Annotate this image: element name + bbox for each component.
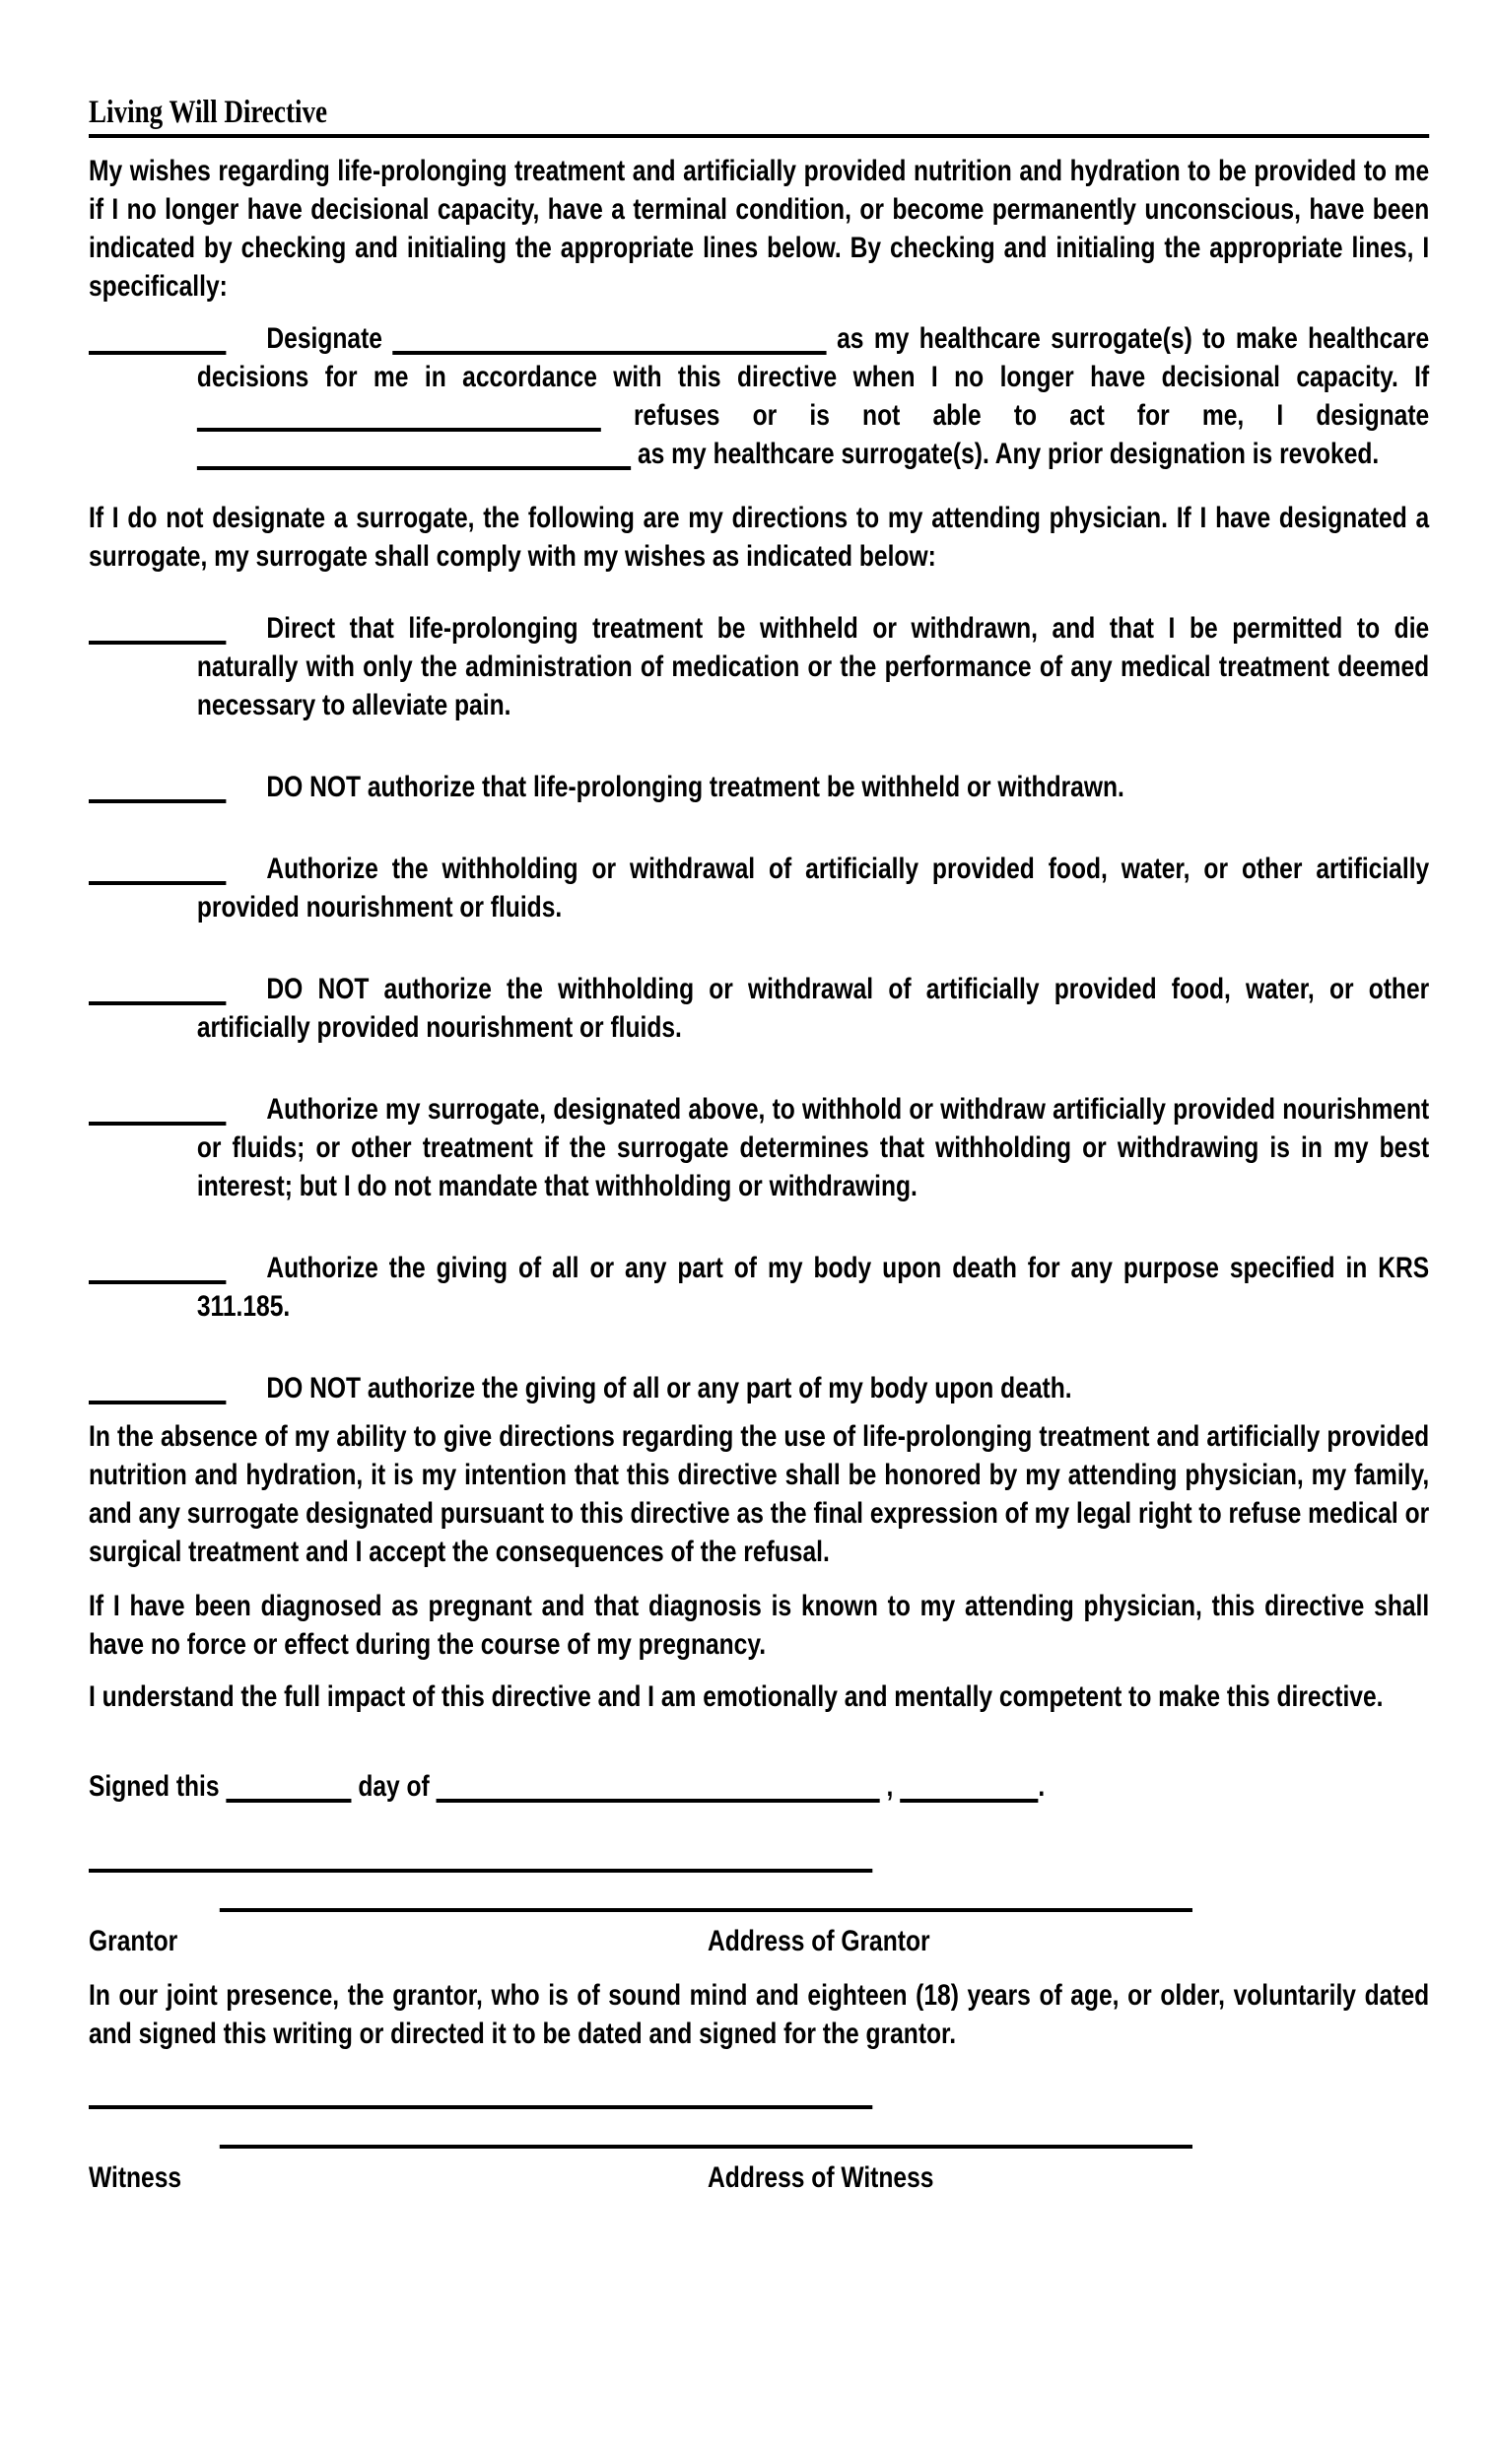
designate-item-text: [197, 322, 1429, 470]
directive-item: [89, 1369, 1429, 1407]
grantor-label: Grantor: [89, 1925, 178, 1957]
title-rule: [89, 134, 1429, 138]
directive-item: [89, 1249, 1429, 1326]
directive-item: [89, 768, 1429, 806]
directive-item-text: Direct that life-prolonging treatment be withheld or withdrawn, and that I be permitted to die naturally with only the administration of medication or the performance of any medical treatment deemed necessary to alleviate pain.: [196, 612, 1430, 721]
directive-checklist: [89, 609, 1429, 1407]
initials-blank[interactable]: [89, 1096, 226, 1126]
text-run: ,: [879, 1770, 901, 1803]
page-title: Living Will Directive: [89, 95, 328, 130]
signed-date-line: [89, 1767, 1429, 1806]
initials-blank[interactable]: [89, 774, 226, 803]
competence-paragraph: I understand the full impact of this directive and I am emotionally and mentally competent to make this directive.: [89, 1680, 1384, 1713]
absence-paragraph: In the absence of my ability to give directions regarding the use of life-prolonging treatment and artificially provided nutrition and hydration, it is my intention that this directive shall be honored by my attending physician, my family, and any surrogate designated pursuant to this directive as the final expression of my legal right to refuse medical or surgical treatment and I accept the consequences of the refusal.: [89, 1420, 1430, 1568]
directive-item-text: DO NOT authorize the withholding or withdrawal of artificially provided food, water, or other artificially provided nourishment or fluids.: [196, 973, 1430, 1044]
grantor-address-line[interactable]: [220, 1908, 1192, 1912]
directive-item-text: DO NOT authorize the giving of all or any part of my body upon death.: [266, 1372, 1072, 1404]
initials-blank[interactable]: [89, 615, 226, 645]
joint-presence-paragraph: In our joint presence, the grantor, who is of sound mind and eighteen (18) years of age, or older, voluntarily dated and signed this writing or directed it to be dated and signed for the grantor.: [89, 1979, 1430, 2050]
signed-year-blank[interactable]: [900, 1773, 1038, 1803]
text-run: .: [1038, 1770, 1046, 1803]
witness-signature-line[interactable]: [89, 2105, 872, 2109]
surrogate-name-1-blank[interactable]: [392, 325, 826, 355]
text-run: refuses or is not able to act for me, I designate: [600, 399, 1430, 432]
directive-item: [89, 970, 1429, 1047]
designate-surrogate-item: [89, 319, 1429, 473]
text-run: day of: [351, 1770, 437, 1803]
witness-address-line[interactable]: [220, 2145, 1192, 2149]
initials-blank[interactable]: [89, 325, 226, 355]
witness-label: Witness: [89, 2161, 182, 2194]
initials-blank[interactable]: [89, 1255, 226, 1284]
grantor-signature-line[interactable]: [89, 1869, 872, 1873]
text-run: as my healthcare surrogate(s). Any prior designation is revoked.: [631, 438, 1380, 470]
intro-paragraph: My wishes regarding life-prolonging treatment and artificially provided nutrition and hydration to be provided to me if I no longer have decisional capacity, have a terminal condition, or become permanently unconscious, have been indicated by checking and initialing the appropriate lines below. By checking and initialing the appropriate lines, I specifically:: [89, 155, 1430, 303]
signed-day-blank[interactable]: [226, 1773, 351, 1803]
text-run: Signed this: [89, 1770, 227, 1803]
address-of-grantor-label: Address of Grantor: [708, 1925, 930, 1957]
surrogate-directions-paragraph: If I do not designate a surrogate, the following are my directions to my attending physician. If I have designated a surrogate, my surrogate shall comply with my wishes as indicated below:: [89, 502, 1430, 573]
pregnancy-paragraph: If I have been diagnosed as pregnant and that diagnosis is known to my attending physician, this directive shall have no force or effect during the course of my pregnancy.: [89, 1590, 1430, 1661]
signed-month-blank[interactable]: [437, 1773, 880, 1803]
initials-blank[interactable]: [89, 1375, 226, 1404]
initials-blank[interactable]: [89, 856, 226, 885]
text-run: Designate: [266, 322, 393, 355]
text-run: as my healthcare surrogate(s) to make healthcare decisions for me in accordance with this directive when I no longer have decisional capacity. If: [196, 322, 1430, 393]
document-body: [89, 94, 1429, 2197]
directive-item: [89, 850, 1429, 926]
address-of-witness-label: Address of Witness: [708, 2161, 934, 2194]
directive-item: [89, 1090, 1429, 1205]
directive-item-text: Authorize my surrogate, designated above, to withhold or withdraw artificially provided nourishment or fluids; or other treatment if the surrogate determines that withholding or withdrawing is in my best interest; but I do not mandate that withholding or withdrawing.: [196, 1093, 1430, 1202]
initials-blank[interactable]: [89, 976, 226, 1005]
witness-label-row: [89, 2158, 1429, 2197]
directive-item-text: Authorize the withholding or withdrawal of artificially provided food, water, or other artificially provided nourishment or fluids.: [196, 853, 1430, 924]
directive-item: [89, 609, 1429, 724]
surrogate-name-3-blank[interactable]: [197, 441, 631, 470]
surrogate-name-2-blank[interactable]: [197, 402, 601, 432]
directive-item-text: Authorize the giving of all or any part of my body upon death for any purpose specified in KRS 311.185.: [196, 1252, 1430, 1323]
directive-item-text: DO NOT authorize that life-prolonging treatment be withheld or withdrawn.: [266, 771, 1124, 803]
grantor-label-row: [89, 1922, 1429, 1960]
